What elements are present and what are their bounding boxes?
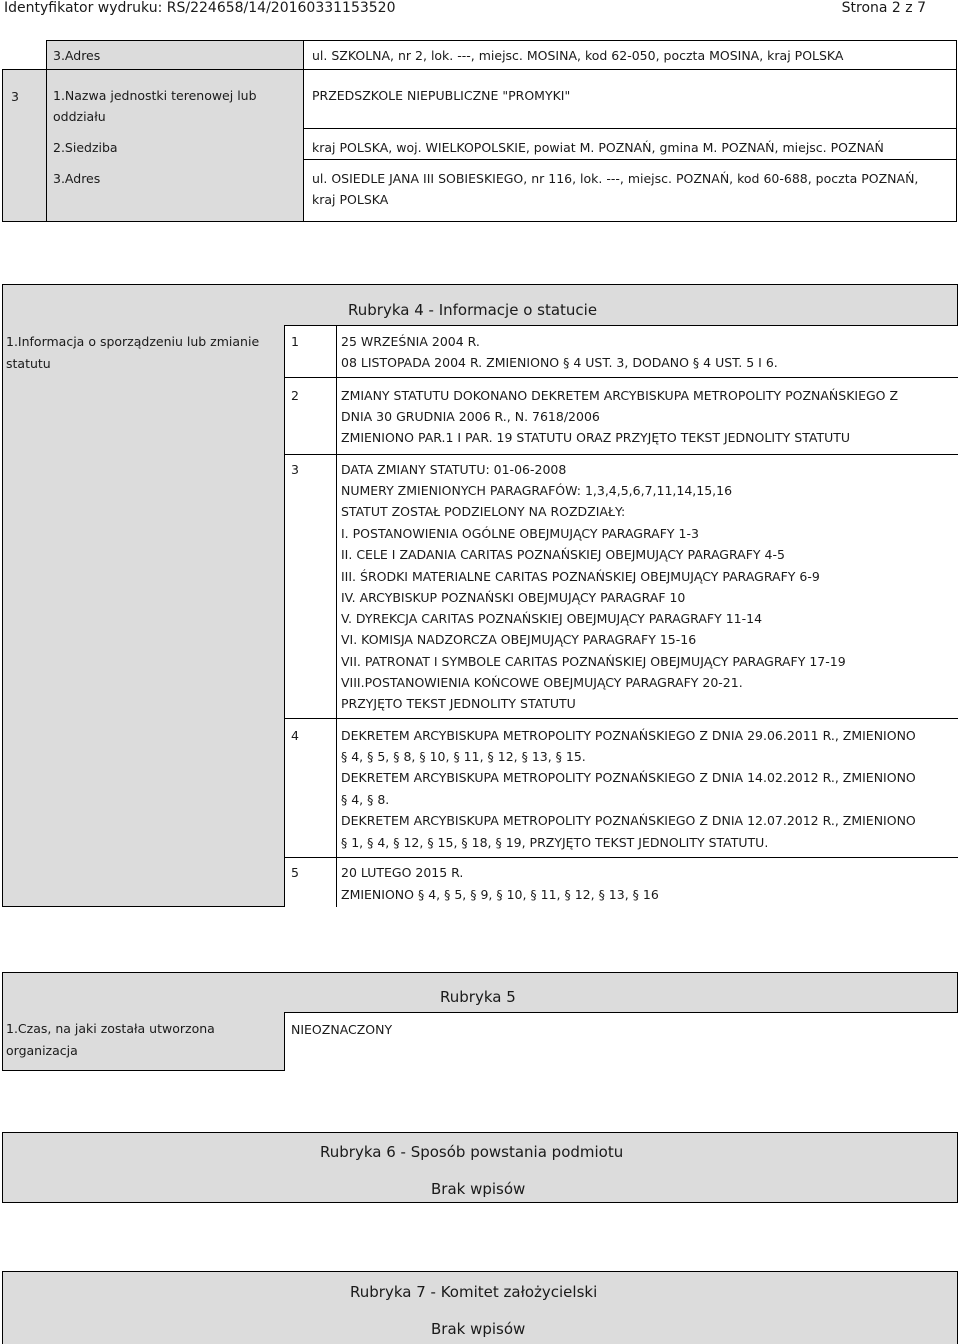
row-divider (304, 159, 956, 160)
czas-value: NIEOZNACZONY (291, 1022, 393, 1037)
entry-line: 08 LISTOPADA 2004 R. ZMIENIONO § 4 UST. 3, DODANO § 4 UST. 5 I 6. (341, 355, 778, 370)
entry-line: ZMIENIONO PAR.1 I PAR. 19 STATUTU ORAZ PRZYJĘTO TEKST JEDNOLITY STATUTU (341, 430, 851, 445)
nazwa-label: 1.Nazwa jednostki terenowej lub (53, 88, 257, 103)
entry-line: PRZYJĘTO TEKST JEDNOLITY STATUTU (341, 696, 576, 711)
rubryka6-value: Brak wpisów (431, 1180, 526, 1198)
nazwa-label-cont: oddziału (53, 109, 106, 124)
siedziba-value: kraj POLSKA, woj. WIELKOPOLSKIE, powiat M. POZNAŃ, gmina M. POZNAŃ, miejsc. POZNAŃ (312, 140, 884, 155)
entry-line: § 4, § 5, § 8, § 10, § 11, § 12, § 13, § 15. (341, 749, 586, 764)
entry-number: 1 (291, 334, 299, 349)
entry-line: STATUT ZOSTAŁ PODZIELONY NA ROZDZIAŁY: (341, 504, 626, 519)
czas-value-cell (284, 1012, 958, 1071)
entry-divider (285, 377, 958, 378)
entry-line: 20 LUTEGO 2015 R. (341, 865, 464, 880)
entry-number: 3 (291, 462, 299, 477)
entry-line: DEKRETEM ARCYBISKUPA METROPOLITY POZNAŃSKIEGO Z DNIA 14.02.2012 R., ZMIENIONO (341, 770, 916, 785)
entry-divider (285, 454, 958, 455)
entry-line: DEKRETEM ARCYBISKUPA METROPOLITY POZNAŃSKIEGO Z DNIA 29.06.2011 R., ZMIENIONO (341, 728, 916, 743)
czas-label: 1.Czas, na jaki została utworzona (6, 1021, 215, 1036)
row-number-cell (2, 69, 47, 222)
entry-line: § 1, § 4, § 12, § 15, § 18, § 19, PRZYJĘTO TEKST JEDNOLITY STATUTU. (341, 835, 769, 850)
entry-number: 4 (291, 728, 299, 743)
entry-line: III. ŚRODKI MATERIALNE CARITAS POZNAŃSKIEJ OBEJMUJĄCY PARAGRAFY 6-9 (341, 569, 820, 584)
entry-number: 5 (291, 865, 299, 880)
entry-line: V. DYREKCJA CARITAS POZNAŃSKIEJ OBEJMUJĄCY PARAGRAFY 11-14 (341, 611, 763, 626)
number-column-divider (336, 325, 337, 907)
nazwa-value: PRZEDSZKOLE NIEPUBLICZNE "PROMYKI" (312, 88, 571, 103)
entry-line: DEKRETEM ARCYBISKUPA METROPOLITY POZNAŃSKIEGO Z DNIA 12.07.2012 R., ZMIENIONO (341, 813, 916, 828)
adres-value-cont: kraj POLSKA (312, 192, 389, 207)
row-divider (304, 128, 956, 129)
entry-line: 25 WRZEŚNIA 2004 R. (341, 334, 480, 349)
adres-label: 3.Adres (53, 171, 101, 186)
adres-value: ul. OSIEDLE JANA III SOBIESKIEGO, nr 116, lok. ---, miejsc. POZNAŃ, kod 60-688, poczta POZNAŃ, (312, 171, 919, 186)
entry-line: II. CELE I ZADANIA CARITAS POZNAŃSKIEJ OBEJMUJĄCY PARAGRAFY 4-5 (341, 547, 785, 562)
row3-values-cell (303, 69, 957, 222)
rubryka6-title: Rubryka 6 - Sposób powstania podmiotu (320, 1143, 624, 1161)
row3-labels-cell (46, 69, 304, 222)
statut-label: 1.Informacja o sporządzeniu lub zmianie (6, 334, 260, 349)
entry-line: VI. KOMISJA NADZORCZA OBEJMUJĄCY PARAGRAFY 15-16 (341, 632, 697, 647)
entry-number: 2 (291, 388, 299, 403)
row-number: 3 (11, 89, 19, 104)
rubryka5-title: Rubryka 5 (440, 988, 516, 1006)
entry-line: § 4, § 8. (341, 792, 390, 807)
rubryka4-title: Rubryka 4 - Informacje o statucie (348, 301, 598, 319)
entry-divider (285, 857, 958, 858)
entry-line: DATA ZMIANY STATUTU: 01-06-2008 (341, 462, 567, 477)
page-number: Strona 2 z 7 (841, 0, 926, 16)
entry-line: I. POSTANOWIENIA OGÓLNE OBEJMUJĄCY PARAGRAFY 1-3 (341, 526, 699, 541)
siedziba-label: 2.Siedziba (53, 140, 118, 155)
print-identifier: Identyfikator wydruku: RS/224658/14/20160331153520 (4, 0, 396, 16)
entry-line: DNIA 30 GRUDNIA 2006 R., N. 7618/2006 (341, 409, 600, 424)
prev-adres-value: ul. SZKOLNA, nr 2, lok. ---, miejsc. MOSINA, kod 62-050, poczta MOSINA, kraj POLSKA (312, 48, 844, 63)
prev-adres-label: 3.Adres (53, 48, 101, 63)
entry-line: VIII.POSTANOWIENIA KOŃCOWE OBEJMUJĄCY PARAGRAFY 20-21. (341, 675, 743, 690)
rubryka7-title: Rubryka 7 - Komitet założycielski (350, 1283, 598, 1301)
czas-label-cont: organizacja (6, 1043, 78, 1058)
entry-line: VII. PATRONAT I SYMBOLE CARITAS POZNAŃSKIEJ OBEJMUJĄCY PARAGRAFY 17-19 (341, 654, 846, 669)
entry-line: NUMERY ZMIENIONYCH PARAGRAFÓW: 1,3,4,5,6,7,11,14,15,16 (341, 483, 733, 498)
statut-label-cont: statutu (6, 356, 51, 371)
entry-divider (285, 718, 958, 719)
rubryka7-value: Brak wpisów (431, 1320, 526, 1338)
entry-line: IV. ARCYBISKUP POZNAŃSKI OBEJMUJĄCY PARAGRAF 10 (341, 590, 686, 605)
prev-adres-value-cell (303, 40, 957, 70)
entry-line: ZMIENIONO § 4, § 5, § 9, § 10, § 11, § 12, § 13, § 16 (341, 887, 659, 902)
prev-adres-label-cell (46, 40, 304, 70)
entry-line: ZMIANY STATUTU DOKONANO DEKRETEM ARCYBISKUPA METROPOLITY POZNAŃSKIEGO Z (341, 388, 899, 403)
